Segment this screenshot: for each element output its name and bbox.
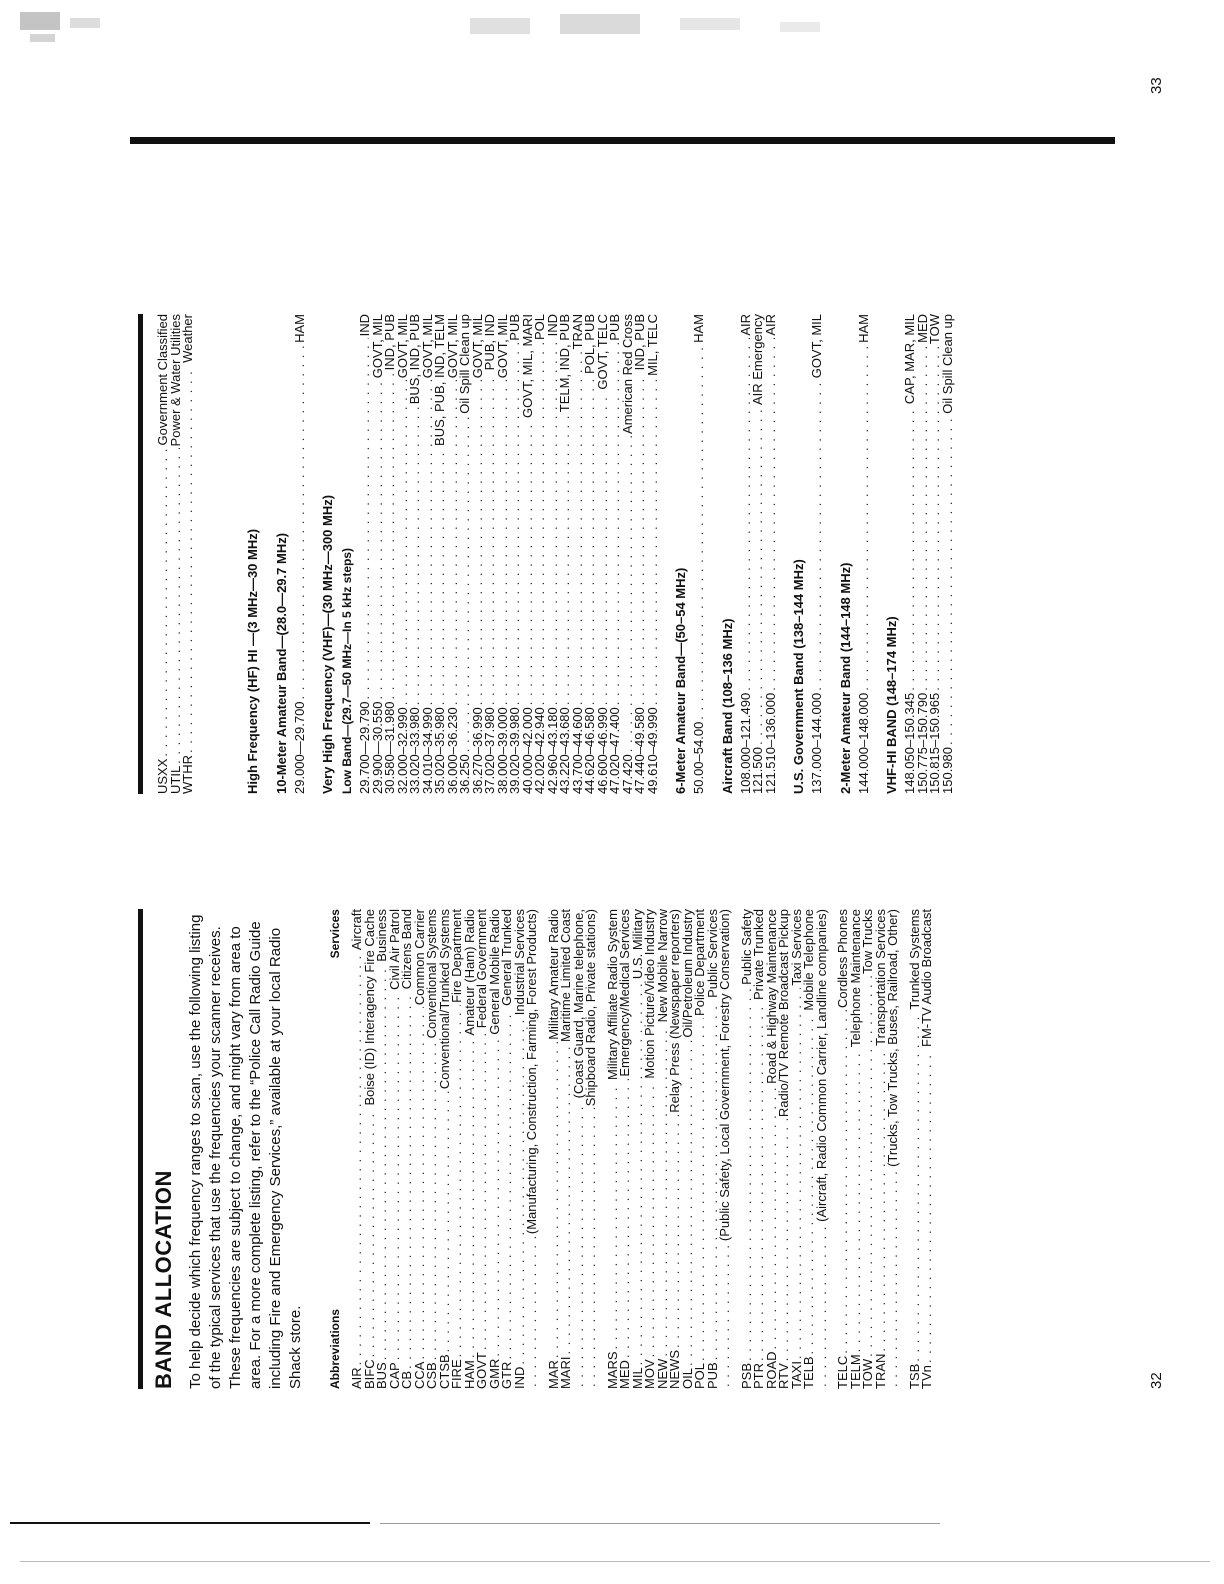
abbreviation-row-key: AIR bbox=[349, 1367, 364, 1389]
frequency-row-value: GOVT, MIL bbox=[419, 314, 435, 379]
leader-dots bbox=[294, 345, 307, 700]
frequency-row-value: GOVT, MIL bbox=[494, 314, 510, 379]
frequency-row-key: 35.020–35.980 bbox=[432, 707, 447, 794]
leader-dots bbox=[522, 420, 535, 705]
leader-dots bbox=[585, 1108, 598, 1387]
leader-dots bbox=[644, 1081, 657, 1358]
abbreviation-row-key: IND bbox=[511, 1366, 527, 1389]
leader-dots bbox=[414, 1007, 427, 1359]
frequency-row-value: GOVT, MIL bbox=[369, 314, 385, 379]
frequency-row-key: 36.000–36.230 bbox=[444, 707, 460, 794]
frequency-row bbox=[811, 314, 824, 794]
band-heading: 2-Meter Amateur Band (144–148 MHz) bbox=[837, 562, 853, 794]
abbreviation-row-key: CAP bbox=[386, 1362, 402, 1389]
leader-dots bbox=[170, 448, 183, 763]
frequency-row bbox=[291, 314, 307, 794]
abbreviation-row-value: Police Department bbox=[692, 909, 707, 1016]
leader-dots bbox=[459, 416, 472, 753]
leader-dots bbox=[694, 1018, 707, 1361]
frequency-row-key: 42.960–43.180 bbox=[544, 707, 560, 794]
frequency-row-key: 47.420 bbox=[619, 754, 635, 794]
abbreviation-row bbox=[719, 909, 732, 1389]
leader-dots bbox=[669, 1115, 682, 1348]
abbreviation-row-key: CSB bbox=[424, 1362, 439, 1389]
abbreviation-row-value: Military Amateur Radio bbox=[545, 909, 561, 1040]
leader-dots bbox=[791, 988, 804, 1359]
abbreviation-row-value: Private Trunked bbox=[751, 909, 766, 1001]
frequency-row-key: 36.270–36.990 bbox=[469, 707, 485, 794]
leader-dots bbox=[451, 1005, 464, 1357]
abbreviation-row-value: Common Carrier bbox=[411, 909, 427, 1006]
abbreviation-row-key: BUS bbox=[374, 1362, 389, 1389]
abbreviation-row-key: TVn bbox=[919, 1365, 934, 1389]
band-heading: VHF-HI BAND (148–174 MHz) bbox=[884, 616, 899, 794]
abbreviation-list bbox=[351, 909, 934, 1389]
frequency-row-value: HAM bbox=[691, 314, 706, 343]
frequency-row-value: IND, PUB bbox=[382, 314, 397, 371]
abbreviation-row-value: Military Affiliate Radio System bbox=[604, 909, 620, 1080]
frequency-row-value: American Red Cross bbox=[619, 314, 635, 434]
frequency-row-key: 50.00–54.00 bbox=[691, 721, 706, 794]
title-bar bbox=[138, 909, 143, 1389]
abbreviation-row-key: MIL bbox=[629, 1367, 645, 1389]
abbreviation-row-key: TOW bbox=[860, 1358, 875, 1389]
frequency-row-value: IND bbox=[544, 314, 560, 337]
abbreviation-row-value: Relay Press (Newspaper reporters) bbox=[667, 909, 682, 1113]
frequency-row-value: PUB, IND bbox=[482, 314, 497, 371]
abbreviation-row-key: NEWS bbox=[667, 1350, 682, 1389]
frequency-row-key: 29.700—29.790 bbox=[357, 701, 372, 794]
abbreviation-row-value: Maritime Limited Coast bbox=[558, 909, 573, 1042]
abbreviation-row-key: UTIL bbox=[167, 765, 183, 794]
frequency-row-key: 47.440–49.580 bbox=[632, 707, 647, 794]
abbreviation-row-key: PTR bbox=[751, 1363, 766, 1389]
intro-paragraph: To help decide which frequency ranges to scan, use the following listing of the typical services that use the frequencies your scanner receives. These frequencies are subject to change, and might vary from area to area. For a more complete listing, refer to the “Police Call Radio Guide including Fire and Emergency Services,” available at your local Radio Shack store. bbox=[187, 914, 304, 1389]
leader-dots bbox=[484, 372, 497, 705]
services-heading: Services bbox=[328, 909, 342, 959]
leader-dots bbox=[501, 1008, 514, 1360]
abbreviation-row-value: Oil/Petroleum Industry bbox=[679, 909, 695, 1038]
frequency-row-key: 33.020–33.980 bbox=[407, 707, 422, 794]
frequency-row-value: BUS, PUB, IND, TELM bbox=[432, 314, 447, 446]
abbreviation-row-value: Citizens Band bbox=[399, 909, 414, 990]
frequency-row bbox=[939, 314, 955, 794]
abbreviation-row-value: Mobile Telephone bbox=[801, 909, 816, 1011]
frequency-row-key: 34.010–34.990 bbox=[419, 707, 435, 794]
abbreviation-row-value: Power & Water Utilities bbox=[167, 314, 183, 447]
abbreviations-heading: Abbreviations bbox=[328, 1308, 342, 1389]
bottom-rule-faint bbox=[380, 1523, 940, 1524]
band-heading: U.S. Government Band (138–144 MHz) bbox=[791, 559, 806, 794]
abbreviation-row bbox=[847, 909, 863, 1389]
leader-dots bbox=[766, 1086, 779, 1350]
frequency-row-key: 144.000–148.000 bbox=[855, 692, 871, 794]
leader-dots bbox=[765, 338, 778, 691]
abbreviation-row-value: Business bbox=[374, 909, 389, 962]
abbreviation-row-value: Government Classified bbox=[155, 314, 170, 446]
abbreviation-row-key: RTV bbox=[776, 1363, 791, 1389]
abbreviation-row bbox=[361, 909, 377, 1389]
page-title: BAND ALLOCATION bbox=[151, 1170, 176, 1389]
leader-dots bbox=[634, 372, 647, 705]
abbreviation-row-value: Civil Air Patrol bbox=[386, 909, 402, 990]
leader-dots bbox=[534, 342, 547, 705]
abbreviation-row-key: POL bbox=[692, 1362, 707, 1389]
page-number-left: 32 bbox=[1148, 1372, 1165, 1389]
abbreviation-row-key: MARS bbox=[604, 1351, 620, 1389]
abbreviation-row-key: PUB bbox=[704, 1362, 720, 1389]
abbreviation-row bbox=[182, 314, 195, 794]
abbreviation-row-key: TELC bbox=[835, 1355, 850, 1389]
page-32 bbox=[138, 909, 934, 1389]
abbreviation-row-key: MOV bbox=[642, 1359, 657, 1389]
frequency-row-key: 42.020–42.940 bbox=[532, 707, 547, 794]
bottom-rule bbox=[10, 1522, 370, 1524]
frequency-row-value: TRAN bbox=[569, 314, 585, 350]
abbreviation-row-value: FM-TV Audio Broadcast bbox=[919, 909, 934, 1047]
abbreviation-row-value: Boise (ID) Interagency Fire Cache bbox=[361, 909, 377, 1106]
abbreviation-row-value: Radio/TV Remote Broadcast Pickup bbox=[776, 909, 791, 1118]
frequency-row-key: 137.000–144.000 bbox=[809, 692, 824, 794]
abbreviation-row-value: Amateur (Ham) Radio bbox=[461, 909, 477, 1036]
abbreviation-row-value: Trunked Systems bbox=[906, 909, 922, 1010]
abbreviation-row bbox=[887, 909, 900, 1389]
abbreviation-row-key: NEW bbox=[654, 1358, 670, 1389]
abbreviation-row-key: BIFC bbox=[361, 1359, 377, 1389]
leader-dots bbox=[693, 345, 706, 720]
leader-dots bbox=[837, 1010, 850, 1354]
frequency-row-value: GOVT, MIL bbox=[469, 314, 485, 379]
leader-dots bbox=[719, 1243, 732, 1387]
band-heading: 10-Meter Amateur Band—(28.0—29.7 MHz) bbox=[273, 532, 289, 794]
abbreviation-row-key: MED bbox=[617, 1360, 632, 1389]
abbreviation-row-key: GMR bbox=[486, 1358, 502, 1389]
leader-dots bbox=[584, 376, 597, 705]
abbreviation-row-value: Fire Department bbox=[449, 909, 464, 1003]
abbreviation-row-key: USXX bbox=[155, 758, 170, 794]
abbreviation-row bbox=[619, 909, 632, 1389]
leader-dots bbox=[182, 365, 195, 753]
frequency-row-key: 43.220–43.680 bbox=[557, 707, 572, 794]
abbreviation-row-key: ROAD bbox=[763, 1351, 779, 1389]
leader-dots bbox=[904, 406, 917, 691]
leader-dots bbox=[619, 1079, 632, 1358]
abbreviation-row-key: FIRE bbox=[449, 1359, 464, 1389]
frequency-row-key: 36.250 bbox=[457, 754, 472, 794]
band-heading: Very High Frequency (VHF)—(30 MHz—300 MHz) bbox=[320, 494, 335, 794]
frequency-row-key: 30.580—31.980 bbox=[382, 701, 397, 794]
leader-dots bbox=[372, 380, 385, 699]
leader-dots bbox=[887, 1169, 900, 1387]
band-heading: Aircraft Band (108–136 MHz) bbox=[719, 618, 735, 794]
abbreviation-row-key: CTSB bbox=[436, 1354, 452, 1389]
frequency-row-value: TELM, IND, PUB bbox=[557, 314, 572, 413]
leader-dots bbox=[816, 1224, 829, 1387]
abbreviation-row-value: Conventional Systems bbox=[424, 909, 439, 1039]
frequency-row-value: Oil Spill Clean up bbox=[457, 314, 472, 414]
frequency-row-value: BUS, IND, PUB bbox=[407, 314, 422, 405]
leader-dots bbox=[489, 1037, 502, 1357]
page-number-right: 33 bbox=[1148, 77, 1165, 94]
leader-dots bbox=[497, 380, 510, 705]
leader-dots bbox=[942, 416, 955, 745]
leader-dots bbox=[364, 1108, 377, 1358]
abbreviation-row-value: Federal Government bbox=[474, 909, 489, 1029]
abbreviation-row-value: Emergency/Medical Services bbox=[617, 909, 632, 1077]
abbreviation-row-value: Conventional/Trunked Systems bbox=[436, 909, 452, 1090]
leader-dots bbox=[741, 987, 754, 1361]
abbreviation-row-value: Tow Trucks bbox=[860, 909, 875, 975]
frequency-row-value: GOVT, MIL bbox=[394, 314, 410, 379]
band-subheading: Low Band—(29.7—50 MHz—In 5 kHz steps) bbox=[340, 547, 354, 794]
abbreviation-row-key: WTHR bbox=[180, 755, 195, 794]
leader-dots bbox=[526, 1236, 539, 1387]
frequency-row-value: GOVT, MIL, MARI bbox=[519, 314, 535, 419]
abbreviation-row-value: Shipboard Radio, Private stations) bbox=[583, 909, 598, 1107]
abbreviation-row-value: Transportation Services bbox=[872, 909, 888, 1046]
abbreviation-row bbox=[167, 314, 183, 794]
abbreviation-row-key: MAR bbox=[545, 1360, 561, 1389]
frequency-row-key: 148.050–150.345 bbox=[902, 692, 917, 794]
leader-dots bbox=[921, 1049, 934, 1363]
abbreviation-row-key: TAXI bbox=[788, 1361, 804, 1389]
leader-dots bbox=[559, 414, 572, 705]
abbreviation-row bbox=[585, 909, 598, 1389]
leader-dots bbox=[622, 436, 635, 752]
leader-dots bbox=[573, 1100, 586, 1387]
frequency-row bbox=[693, 314, 706, 794]
abbreviation-list-continued bbox=[157, 314, 195, 794]
frequency-row-key: 150.815–150.965 bbox=[927, 692, 942, 794]
abbreviation-row bbox=[526, 909, 539, 1389]
abbreviation-row-value: Cordless Phones bbox=[835, 909, 850, 1008]
abbreviation-row-key: HAM bbox=[461, 1360, 477, 1389]
abbreviation-row-value: Aircraft bbox=[349, 909, 364, 951]
abbreviation-row-value: Public Safety bbox=[738, 909, 754, 985]
leader-dots bbox=[447, 380, 460, 705]
page-33 bbox=[138, 314, 954, 794]
frequency-row-key: 29.900—30.550 bbox=[369, 701, 385, 794]
abbreviation-row-key: CCA bbox=[411, 1361, 427, 1389]
frequency-row-value: AIR bbox=[762, 314, 778, 336]
abbreviation-row-key: TELM bbox=[847, 1354, 863, 1389]
abbreviation-row-value: (Public Safety, Local Government, Forestry Conservation) bbox=[717, 909, 732, 1242]
leader-dots bbox=[439, 1091, 452, 1352]
top-rule bbox=[130, 137, 1115, 144]
leader-dots bbox=[682, 1040, 695, 1366]
abbreviation-row bbox=[813, 909, 829, 1389]
leader-dots bbox=[572, 351, 585, 705]
frequency-row bbox=[855, 314, 871, 794]
frequency-row-key: 29.000—29.700 bbox=[291, 701, 307, 794]
frequency-row-key: 44.620–46.580 bbox=[582, 707, 597, 794]
band-heading: High Frequency (HF) HI —(3 MHz—30 MHz) bbox=[244, 528, 260, 794]
leader-dots bbox=[157, 448, 170, 757]
frequency-row-key: 38.000–39.000 bbox=[494, 707, 510, 794]
frequency-row-value: IND bbox=[357, 314, 372, 337]
leader-dots bbox=[397, 380, 410, 705]
leader-dots bbox=[597, 392, 610, 706]
frequency-row-key: 49.610–49.990 bbox=[644, 707, 660, 794]
abbreviation-row-value: Motion Picture/Video Industry bbox=[642, 909, 657, 1079]
abbr-table-header bbox=[328, 909, 343, 1389]
abbreviation-row-key: OIL bbox=[679, 1368, 695, 1389]
abbreviation-row-value: (Manufacturing, Construction, Farming, Forest Products) bbox=[524, 909, 539, 1235]
leader-dots bbox=[389, 992, 402, 1360]
frequency-row-value: POL bbox=[532, 314, 547, 341]
frequency-row-value: HAM bbox=[291, 314, 307, 343]
frequency-row-value: TOW bbox=[927, 314, 942, 345]
abbreviation-row-value: New Mobile Narrow bbox=[654, 909, 670, 1023]
leader-dots bbox=[472, 380, 485, 705]
page-edge-line bbox=[20, 1561, 1210, 1562]
frequency-row-key: 43.700–44.600 bbox=[569, 707, 585, 794]
frequency-row-value: PUB bbox=[607, 314, 622, 341]
frequency-row-key: 32.000–32.990 bbox=[394, 707, 410, 794]
leader-dots bbox=[359, 338, 372, 699]
abbreviation-row-value: General Mobile Radio bbox=[486, 909, 502, 1035]
frequency-row-value: AIR bbox=[737, 314, 753, 336]
band-heading: 6-Meter Amateur Band—(50–54 MHz) bbox=[673, 567, 688, 794]
frequency-row-key: 121.500 bbox=[750, 747, 765, 794]
frequency-row bbox=[762, 314, 778, 794]
abbreviation-row-value: General Trunked bbox=[499, 909, 514, 1006]
continued-bar bbox=[138, 314, 143, 794]
abbreviation-row-key: CB bbox=[399, 1370, 414, 1389]
frequency-row-value: MED bbox=[914, 314, 930, 343]
frequency-row bbox=[644, 314, 660, 794]
frequency-row-key: 46.600–46.990 bbox=[594, 707, 610, 794]
frequency-row-value: PUB bbox=[507, 314, 522, 341]
leader-dots bbox=[376, 964, 389, 1361]
leader-dots bbox=[384, 372, 397, 699]
leader-dots bbox=[858, 345, 871, 691]
frequency-row-value: CAP, MAR, MIL bbox=[902, 314, 917, 405]
frequency-row-key: 150.980 bbox=[939, 747, 955, 794]
leader-dots bbox=[607, 1082, 620, 1349]
leader-dots bbox=[917, 345, 930, 691]
abbreviation-row-value: Taxi Services bbox=[788, 909, 804, 986]
frequency-row-key: 121.510–136.000 bbox=[762, 692, 778, 794]
abbreviation-row-value: Road & Highway Maintenance bbox=[763, 909, 779, 1084]
frequency-row-value: Oil Spill Clean up bbox=[939, 314, 955, 414]
leader-dots bbox=[850, 1049, 863, 1352]
abbreviation-row-key: TELB bbox=[801, 1356, 816, 1389]
frequency-row-key: 108.000–121.490 bbox=[737, 692, 753, 794]
frequency-row-value: AIR Emergency bbox=[750, 314, 765, 406]
abbreviation-row-key: PSB bbox=[738, 1362, 754, 1389]
leader-dots bbox=[909, 1012, 922, 1362]
leader-dots bbox=[476, 1030, 489, 1350]
abbreviation-row-value: (Trucks, Tow Trucks, Buses, Railroad, Other) bbox=[885, 909, 900, 1167]
abbreviation-row-value: Industrial Services bbox=[511, 909, 527, 1016]
leader-dots bbox=[647, 378, 660, 705]
leader-dots bbox=[434, 448, 447, 705]
leader-dots bbox=[401, 991, 414, 1369]
abbreviation-row bbox=[921, 909, 934, 1389]
frequency-row-value: MIL, TELC bbox=[644, 314, 660, 376]
abbreviation-row-value: Weather bbox=[180, 314, 195, 363]
frequency-row-value: POL, PUB bbox=[582, 314, 597, 374]
leader-dots bbox=[548, 1042, 561, 1358]
frequency-row-value: GOVT, MIL bbox=[809, 314, 824, 379]
frequency-row-key: 37.020–37.980 bbox=[482, 707, 497, 794]
frequency-row-key: 150.775–150.790 bbox=[914, 692, 930, 794]
frequency-row-value: HAM bbox=[855, 314, 871, 343]
abbreviation-row-value: (Aircraft, Radio Common Carrier, Landline companies) bbox=[813, 909, 829, 1222]
frequency-row-key: 40.000–42.000 bbox=[519, 707, 535, 794]
leader-dots bbox=[464, 1037, 477, 1358]
abbreviation-row-value: U.S. Military bbox=[629, 909, 645, 980]
frequency-row-key: 39.020–39.980 bbox=[507, 707, 522, 794]
frequency-sections bbox=[245, 314, 955, 794]
frequency-row-key: 47.020–47.400 bbox=[607, 707, 622, 794]
abbreviation-row-value: Public Services bbox=[704, 909, 720, 998]
abbreviation-row-key: TRAN bbox=[872, 1353, 888, 1389]
abbreviation-row-key: GOVT bbox=[474, 1352, 489, 1389]
leader-dots bbox=[409, 406, 422, 705]
frequency-row-value: IND, PUB bbox=[632, 314, 647, 371]
abbreviation-row-value: (Coast Guard, Marine telephone, bbox=[570, 909, 586, 1099]
abbreviation-row-key: TSB bbox=[906, 1363, 922, 1389]
leader-dots bbox=[811, 380, 824, 690]
abbreviation-row-value: Telephone Maintenance bbox=[847, 909, 863, 1048]
abbreviation-row-key: GTR bbox=[499, 1361, 514, 1389]
abbreviation-row-key: MARI bbox=[558, 1356, 573, 1389]
leader-dots bbox=[778, 1119, 791, 1361]
frequency-row-value: GOVT, MIL bbox=[444, 314, 460, 379]
frequency-row-value: GOVT, TELC bbox=[594, 314, 610, 390]
